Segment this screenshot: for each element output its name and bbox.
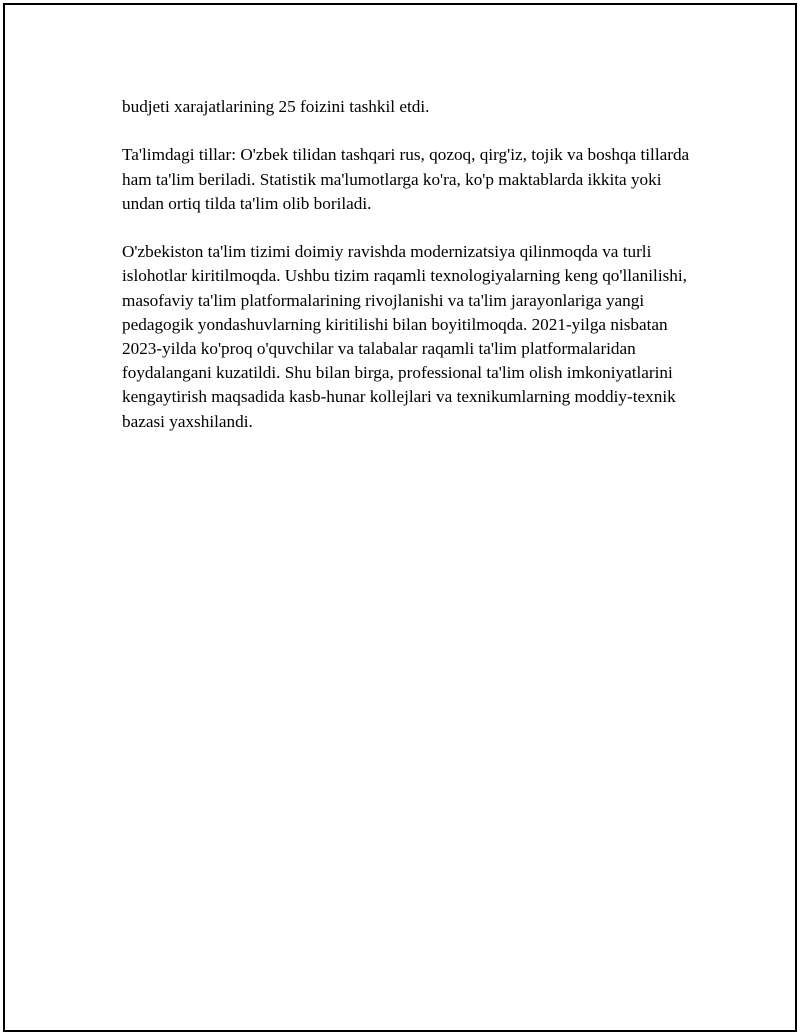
page-body — [122, 95, 694, 458]
paragraph-budget-continuation: budjeti xarajatlarining 25 foizini tashkil etdi. — [122, 97, 430, 116]
page-frame — [3, 3, 797, 1032]
paragraph-languages-in-education: Ta'limdagi tillar: O'zbek tilidan tashqari rus, qozoq, qirg'iz, tojik va boshqa tillarda ham ta'lim beriladi. Statistik ma'lumotlarga ko'ra, ko'p maktablarda ikkita yoki undan ortiq tilda ta'lim olib boriladi. — [122, 145, 690, 213]
paragraph-modernization: O'zbekiston ta'lim tizimi doimiy ravishda modernizatsiya qilinmoqda va turli islohotlar kiritilmoqda. Ushbu tizim raqamli texnologiyalarning keng qo'llanilishi, masofaviy ta'lim platformalarining rivojlanishi va ta'lim jarayonlariga yangi pedagogik yondashuvlarning kiritilishi bilan boyitilmoqda. 2021-yilga nisbatan 2023-yilda ko'proq o'quvchilar va talabalar raqamli ta'lim platformalaridan foydalangani kuzatildi. Shu bilan birga, professional ta'lim olish imkoniyatlarini kengaytirish maqsadida kasb-hunar kollejlari va texnikumlarning moddiy-texnik bazasi yaxshilandi. — [122, 242, 687, 431]
